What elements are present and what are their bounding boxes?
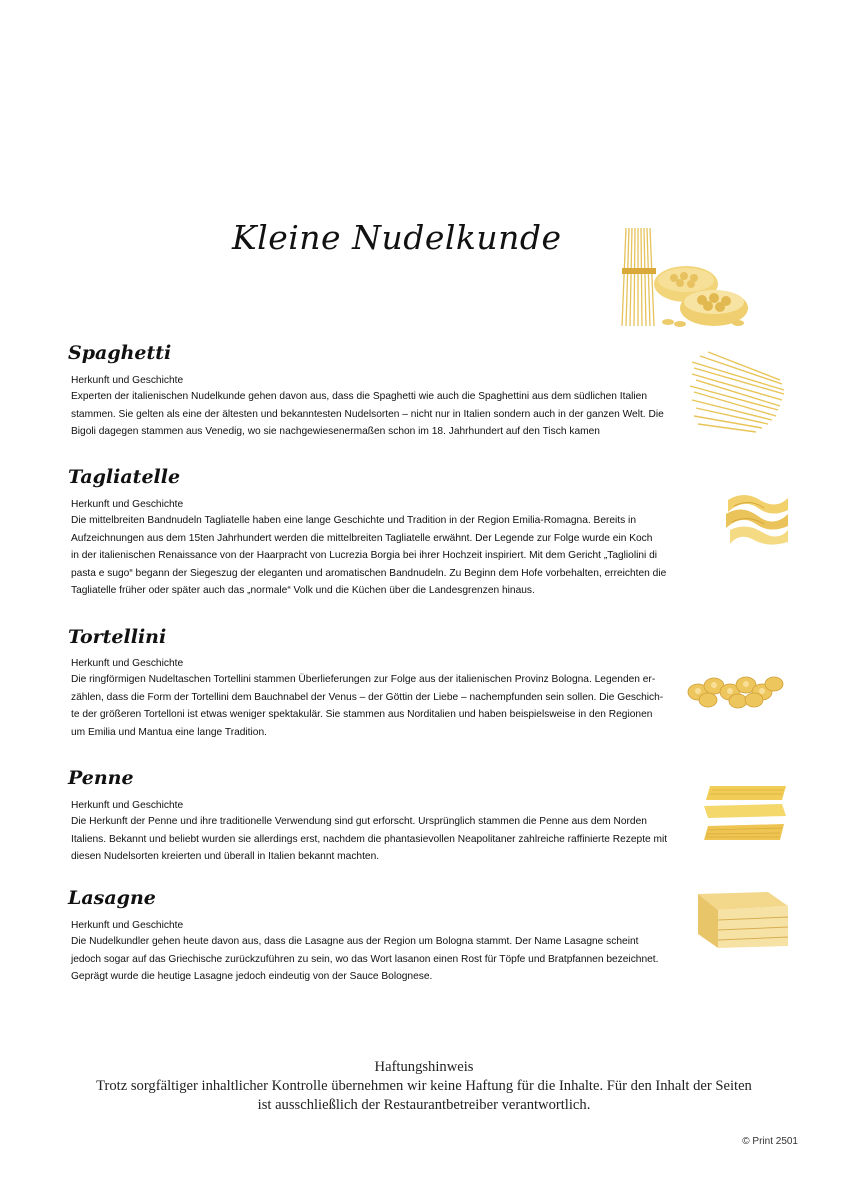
body-line: Bigoli dagegen stammen aus Venedig, wo sie nachgewiesenermaßen schon im 18. Jahrhundert auf den Tisch kamen — [71, 426, 600, 437]
section-heading-lasagne: Lasagne — [68, 887, 156, 909]
tagliatelle-image — [724, 488, 788, 548]
body-line: Die mittelbreiten Bandnudeln Tagliatelle haben eine lange Geschichte und Tradition in der Region Emilia-Romagna. Bereits in — [71, 515, 636, 526]
spaghetti-image — [688, 350, 788, 436]
section-subtitle: Herkunft und Geschichte — [71, 800, 184, 811]
body-line: Aufzeichnungen aus dem 15ten Jahrhundert werden die mittelbreiten Tagliatelle erwähnt. Der Legende zur Folge wurde ein Koch — [71, 532, 653, 544]
section-body-tortellini — [71, 671, 671, 741]
body-line: Geprägt wurde die heutige Lasagne jedoch eindeutig von der Sauce Bolognese. — [71, 971, 433, 982]
body-line: um Emilia und Mantua eine lange Tradition. — [71, 726, 267, 738]
section-heading-spaghetti: Spaghetti — [68, 342, 172, 364]
page-title: Kleine Nudelkunde — [232, 218, 562, 257]
section-body-penne — [71, 813, 671, 866]
section-subtitle: Herkunft und Geschichte — [71, 499, 184, 510]
body-line: Die Herkunft der Penne und ihre traditionelle Verwendung sind gut erforscht. Ursprünglich stammen die Penne aus dem Norden — [71, 816, 647, 827]
body-line: in der italienischen Renaissance von der Haarpracht von Lucrezia Borgia bei ihrer Hochzeit inspiriert. Mit dem Gericht „Tagliolini di — [71, 550, 658, 561]
body-line: zählen, dass die Form der Tortellini dem Bauchnabel der Venus – der Göttin der Liebe – nachempfunden sein sollen. Die Geschich- — [71, 691, 664, 703]
body-line: stammen. Sie gelten als eine der ältesten und bekanntesten Nudelsorten – nicht nur in Italien sondern auch in der ganzen Welt. Die — [71, 408, 664, 420]
body-line: Tagliatelle früher oder später auch das „normale“ Volk und die Küchen über die Landesgrenzen hinaus. — [71, 585, 535, 596]
body-line: jedoch sogar auf das Griechische zurückzuführen zu sein, wo das Wort lasanon einen Rost für Töpfe und Bratpfannen bezeichnet. — [71, 953, 659, 965]
copyright-note: © Print 2501 — [742, 1136, 798, 1147]
section-heading-tortellini: Tortellini — [68, 626, 167, 648]
section-body-tagliatelle — [71, 512, 671, 600]
body-line: Die ringförmigen Nudeltaschen Tortellini stammen Überlieferungen zur Folge aus der italienischen Provinz Bologna. Legenden er- — [71, 674, 656, 685]
section-subtitle: Herkunft und Geschichte — [71, 375, 184, 386]
section-heading-tagliatelle: Tagliatelle — [68, 466, 181, 488]
section-subtitle: Herkunft und Geschichte — [71, 658, 184, 669]
disclaimer-text: Trotz sorgfältiger inhaltlicher Kontrolle übernehmen wir keine Haftung für die Inhalte. Für den Inhalt der Seiten ist ausschließlich der Restaurantbetreiber verantwortlich. — [96, 1078, 752, 1113]
body-line: te der größeren Tortelloni ist etwas weniger spektakulär. Sie stammen aus Norditalien und haben beispielsweise in den Regionen — [71, 709, 653, 720]
lasagne-image — [698, 890, 788, 952]
body-line: Die Nudelkundler gehen heute davon aus, dass die Lasagne aus der Region um Bologna stammt. Der Name Lasagne scheint — [71, 936, 639, 947]
pasta-collage-image — [618, 226, 750, 330]
body-line: diesen Nudelsorten kreierten und überall in Italien bekannt machten. — [71, 851, 380, 862]
section-subtitle: Herkunft und Geschichte — [71, 920, 184, 931]
body-line: Italiens. Bekannt und beliebt wurden sie allerdings erst, nachdem die phantasievollen Neapolitaner zahlreiche raffinierte Rezepte mit — [71, 833, 668, 845]
section-body-lasagne — [71, 933, 671, 986]
tortellini-image — [686, 670, 784, 710]
body-line: Experten der italienischen Nudelkunde gehen davon aus, dass die Spaghetti wie auch die Spaghettini aus dem südlichen Italien — [71, 391, 647, 402]
disclaimer-title: Haftungshinweis — [374, 1059, 474, 1075]
disclaimer — [0, 1058, 848, 1115]
penne-image — [702, 782, 788, 844]
body-line: pasta e sugo“ begann der Siegeszug der eleganten und aromatischen Bandnudeln. Zu Beginn dem Hofe vorbehalten, erreichten die — [71, 567, 667, 579]
section-heading-penne: Penne — [68, 767, 134, 789]
section-body-spaghetti — [71, 388, 671, 441]
